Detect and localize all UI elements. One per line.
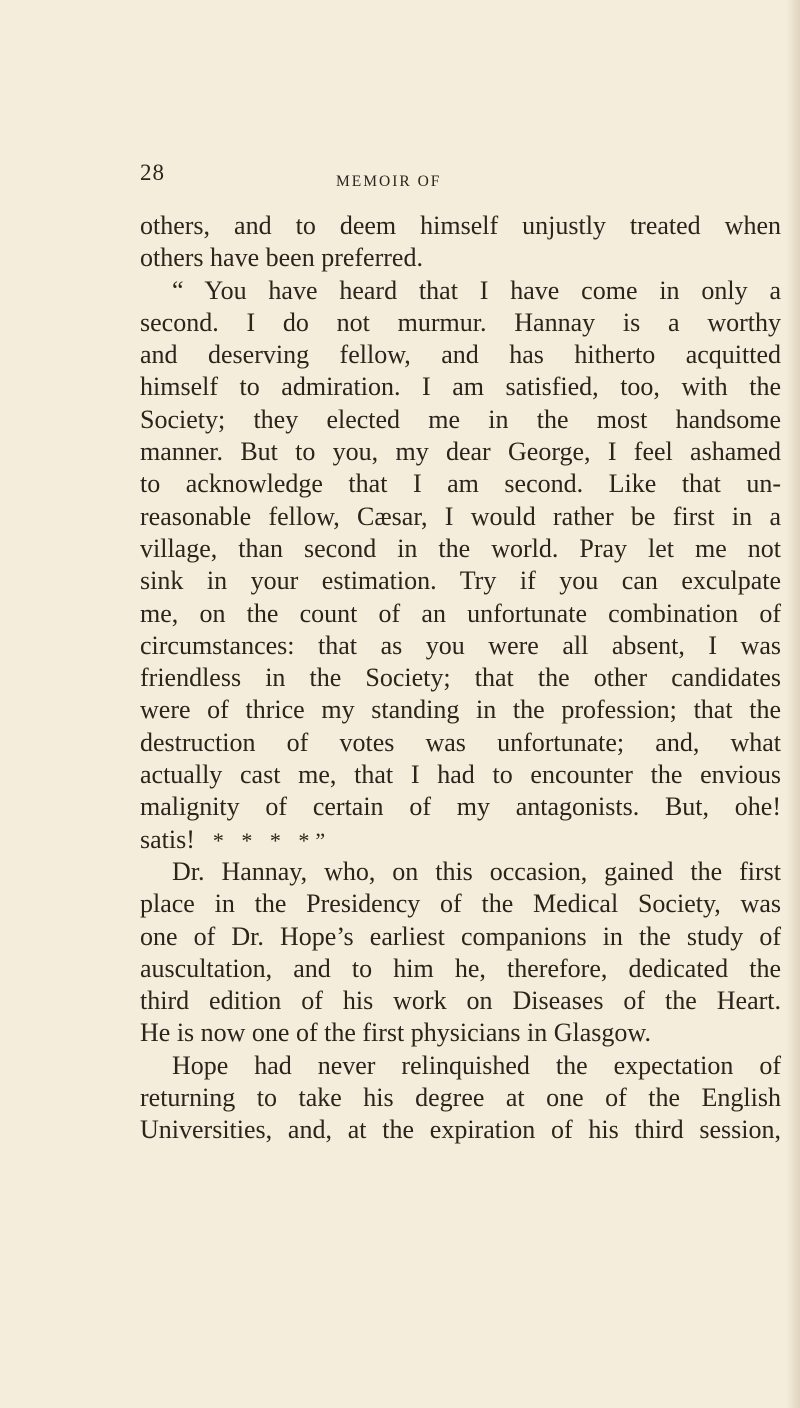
text-line: himself to admiration. I am satisfied, too, with the [140,372,781,402]
text-line: sink in your estimation. Try if you can exculpate [140,566,781,596]
text-line: third edition of his work on Diseases of the Heart. [140,986,781,1016]
text-line: manner. But to you, my dear George, I feel ashamed [140,437,781,467]
asterisks: * * * *” [212,827,332,853]
text-line: Hope had never relinquished the expectation of [172,1050,781,1080]
text-line: one of Dr. Hope’s earliest companions in the study of [140,921,781,951]
text-line-satis [140,824,781,856]
text-line: others have been preferred. [140,243,423,273]
text-line: second. I do not murmur. Hannay is a worthy [140,307,781,337]
text-line: me, on the count of an unfortunate combination of [140,598,781,628]
running-head: MEMOIR OF [336,173,442,190]
page-number: 28 [140,160,165,185]
text-line: malignity of certain of my antagonists. But, ohe! [140,792,781,822]
text-line: Society; they elected me in the most handsome [140,404,781,434]
text-line: others, and to deem himself unjustly treated when [140,211,781,240]
text-line: and deserving fellow, and has hitherto acquitted [140,340,781,370]
text-line: returning to take his degree at one of the English [140,1083,781,1113]
text-line: were of thrice my standing in the profession; that the [140,695,781,725]
text-line: “ You have heard that I have come in only a [172,275,781,305]
text-line: destruction of votes was unfortunate; and, what [140,727,781,757]
text-line: friendless in the Society; that the other candidates [140,663,781,693]
page-edge-shadow [786,0,800,1408]
page-header [140,160,780,200]
text-line: auscultation, and to him he, therefore, dedicated the [140,953,781,983]
text-line: reasonable fellow, Cæsar, I would rather be first in a [140,501,781,531]
body-text [140,210,781,1147]
text-line: He is now one of the first physicians in Glasgow. [140,1018,652,1048]
satis-text: satis! [140,824,195,854]
text-line: actually cast me, that I had to encounter the envious [140,760,781,790]
text-line: circumstances: that as you were all absent, I was [140,630,781,660]
text-line: village, than second in the world. Pray let me not [140,533,781,563]
text-line: Dr. Hannay, who, on this occasion, gained the first [172,856,781,886]
text-line: Universities, and, at the expiration of his third session, [140,1115,781,1145]
text-line: to acknowledge that I am second. Like that un- [140,469,781,499]
text-line: place in the Presidency of the Medical Society, was [140,889,781,919]
